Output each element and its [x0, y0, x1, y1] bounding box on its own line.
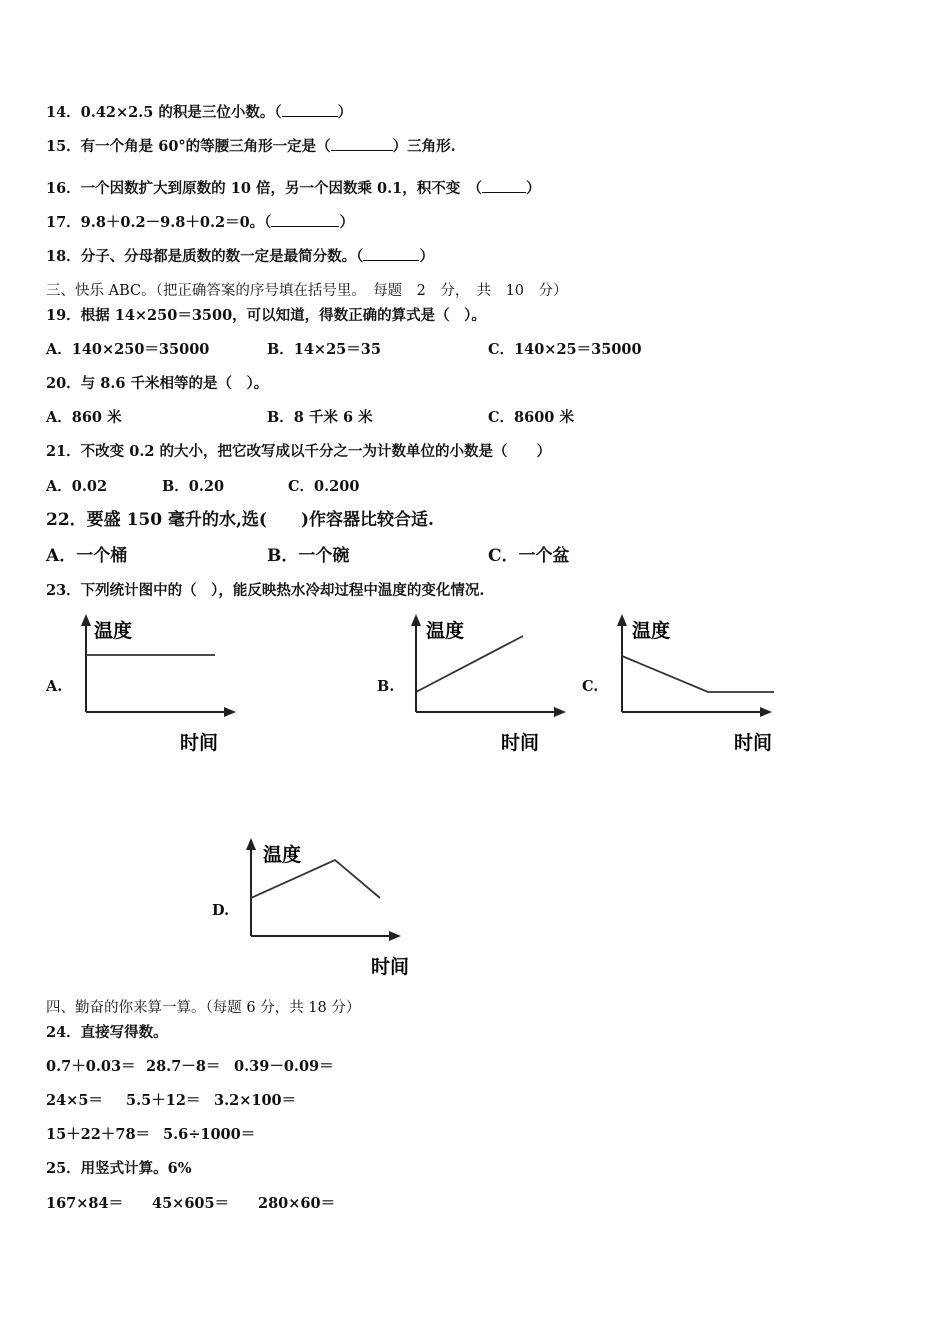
- question-18: [46, 246, 434, 267]
- question-25-stem: 25．用竖式计算。6%: [46, 1160, 192, 1177]
- q25-item: 167×84＝: [46, 1195, 124, 1212]
- question-23-stem: 23．下列统计图中的（ ），能反映热水冷却过程中温度的变化情况.: [46, 582, 485, 599]
- x-axis-label: 时间: [501, 732, 540, 754]
- x-axis-arrow-icon: [389, 931, 401, 941]
- question-15-close: ）三角形.: [392, 138, 456, 155]
- graph-c[interactable]: [606, 612, 786, 757]
- y-axis-label: 温度: [263, 844, 302, 866]
- temperature-line: [416, 636, 523, 692]
- q21-option-c[interactable]: C．0.200: [288, 478, 360, 495]
- y-axis-arrow-icon: [411, 614, 421, 626]
- q24-item: 24×5＝: [46, 1092, 103, 1109]
- answer-blank-15[interactable]: [331, 136, 393, 151]
- x-axis-arrow-icon: [760, 707, 772, 717]
- question-18-text: 18．分子、分母都是质数的数一定是最简分数。（: [46, 248, 364, 265]
- question-16-text: 16．一个因数扩大到原数的 10 倍，另一个因数乘 0.1，积不变 （: [46, 180, 482, 197]
- q19-option-c[interactable]: C．140×25＝35000: [488, 341, 642, 358]
- graph-a[interactable]: [70, 612, 250, 757]
- q21-option-b[interactable]: B．0.20: [162, 478, 225, 495]
- y-axis-arrow-icon: [81, 614, 91, 626]
- y-axis-label: 温度: [632, 620, 671, 642]
- answer-blank-18[interactable]: [363, 246, 419, 261]
- graph-d-letter[interactable]: D.: [212, 902, 230, 919]
- q20-option-c[interactable]: C．8600 米: [488, 409, 574, 426]
- section-3-title: 三、快乐 ABC。（把正确答案的序号填在括号里。 每题 2 分， 共 10 分）: [46, 283, 568, 299]
- q24-item: 0.7＋0.03＝: [46, 1058, 136, 1075]
- q19-option-a[interactable]: A．140×250＝35000: [46, 341, 210, 358]
- q24-item: 28.7－8＝: [146, 1058, 221, 1075]
- y-axis-arrow-icon: [246, 838, 256, 850]
- graph-b-letter[interactable]: B.: [377, 678, 395, 695]
- q24-item: 5.6÷1000＝: [163, 1126, 256, 1143]
- question-24-stem: 24．直接写得数。: [46, 1024, 168, 1041]
- q24-item: 3.2×100＝: [214, 1092, 297, 1109]
- x-axis-label: 时间: [180, 732, 219, 754]
- temperature-line: [622, 656, 774, 692]
- x-axis-arrow-icon: [554, 707, 566, 717]
- question-15-text: 15．有一个角是 60°的等腰三角形一定是（: [46, 138, 331, 155]
- question-19-stem: 19．根据 14×250＝3500，可以知道，得数正确的算式是（ ）。: [46, 307, 486, 324]
- answer-blank-14[interactable]: [282, 102, 338, 117]
- q25-item: 45×605＝: [152, 1195, 230, 1212]
- graph-a-letter[interactable]: A.: [46, 678, 63, 695]
- q22-option-b[interactable]: B．一个碗: [267, 546, 350, 566]
- question-18-close: ）: [419, 248, 434, 265]
- q21-option-a[interactable]: A．0.02: [46, 478, 108, 495]
- q22-option-a[interactable]: A．一个桶: [46, 546, 128, 566]
- answer-blank-16[interactable]: [482, 178, 526, 193]
- graph-c-letter[interactable]: C.: [582, 678, 599, 695]
- y-axis-arrow-icon: [617, 614, 627, 626]
- y-axis-label: 温度: [94, 620, 133, 642]
- question-14-close: ）: [337, 104, 353, 121]
- question-16-close: ）: [525, 180, 541, 197]
- question-14: [46, 102, 352, 123]
- y-axis-label: 温度: [426, 620, 465, 642]
- question-20-stem: 20．与 8.6 千米相等的是（ ）。: [46, 375, 269, 392]
- question-17-text: 17．9.8＋0.2－9.8＋0.2＝0。（: [46, 214, 272, 231]
- question-17: [46, 212, 354, 233]
- section-4-title: 四、勤奋的你来算一算。（每题 6 分，共 18 分）: [46, 1000, 361, 1016]
- question-14-text: 14．0.42×2.5 的积是三位小数。（: [46, 104, 282, 121]
- question-16: [46, 178, 540, 199]
- question-22-stem: 22．要盛 150 毫升的水,选( )作容器比较合适.: [46, 510, 434, 530]
- x-axis-label: 时间: [734, 732, 773, 754]
- x-axis-arrow-icon: [224, 707, 236, 717]
- q25-item: 280×60＝: [258, 1195, 336, 1212]
- q24-item: 5.5＋12＝: [126, 1092, 201, 1109]
- q19-option-b[interactable]: B．14×25＝35: [267, 341, 381, 358]
- x-axis-label: 时间: [371, 956, 410, 978]
- question-15: [46, 136, 456, 157]
- graph-b[interactable]: [400, 612, 580, 757]
- graph-d[interactable]: [235, 836, 425, 981]
- q20-option-b[interactable]: B．8 千米 6 米: [267, 409, 373, 426]
- q24-item: 15＋22＋78＝: [46, 1126, 151, 1143]
- answer-blank-17[interactable]: [271, 212, 339, 227]
- q24-item: 0.39－0.09＝: [234, 1058, 334, 1075]
- q20-option-a[interactable]: A．860 米: [46, 409, 122, 426]
- question-21-stem: 21．不改变 0.2 的大小，把它改写成以千分之一为计数单位的小数是（ ）: [46, 443, 551, 460]
- question-17-close: ）: [339, 214, 354, 231]
- q22-option-c[interactable]: C．一个盆: [488, 546, 570, 566]
